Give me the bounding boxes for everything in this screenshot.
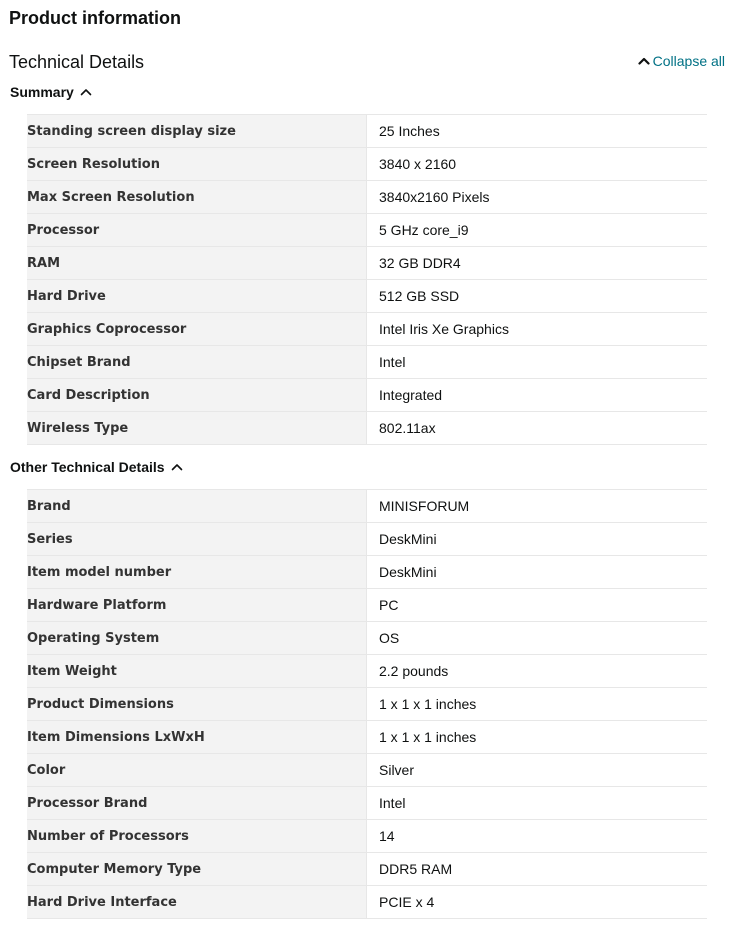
spec-value: 3840 x 2160 [367,148,708,181]
table-row [27,655,707,688]
spec-value: Integrated [367,379,708,412]
spec-key: Hard Drive Interface [27,886,367,919]
table-row [27,379,707,412]
spec-value: 802.11ax [367,412,708,445]
table-row [27,181,707,214]
table-row [27,115,707,148]
spec-value: Silver [367,754,708,787]
spec-value: 32 GB DDR4 [367,247,708,280]
spec-value: 1 x 1 x 1 inches [367,688,708,721]
spec-value: Intel Iris Xe Graphics [367,313,708,346]
spec-value: 14 [367,820,708,853]
chevron-up-icon [80,88,92,96]
collapse-all-link[interactable] [638,51,725,71]
spec-key: Computer Memory Type [27,853,367,886]
spec-key: Product Dimensions [27,688,367,721]
spec-value: MINISFORUM [367,490,708,523]
spec-key: Screen Resolution [27,148,367,181]
table-row [27,523,707,556]
table-row [27,820,707,853]
spec-key: Wireless Type [27,412,367,445]
spec-key: RAM [27,247,367,280]
other-technical-details-group-title: Other Technical Details [10,459,165,475]
spec-value: DeskMini [367,523,708,556]
table-row [27,214,707,247]
other-technical-details-group-toggle[interactable] [10,457,183,477]
table-row [27,589,707,622]
spec-key: Operating System [27,622,367,655]
table-row [27,556,707,589]
collapse-all-label: Collapse all [652,53,725,69]
table-row [27,313,707,346]
spec-value: PCIE x 4 [367,886,708,919]
spec-key: Standing screen display size [27,115,367,148]
spec-key: Chipset Brand [27,346,367,379]
spec-key: Series [27,523,367,556]
spec-value: 1 x 1 x 1 inches [367,721,708,754]
spec-value: 5 GHz core_i9 [367,214,708,247]
spec-key: Processor Brand [27,787,367,820]
spec-key: Item Dimensions LxWxH [27,721,367,754]
table-row [27,247,707,280]
table-row [27,886,707,919]
other-technical-details-spec-table [27,489,707,919]
chevron-up-icon [638,57,650,65]
spec-key: Processor [27,214,367,247]
spec-value: 25 Inches [367,115,708,148]
other-spec-rows [27,490,707,919]
table-row [27,412,707,445]
page-title: Product information [9,8,181,28]
spec-key: Hard Drive [27,280,367,313]
table-row [27,754,707,787]
spec-key: Item Weight [27,655,367,688]
table-row [27,721,707,754]
spec-key: Number of Processors [27,820,367,853]
spec-key: Card Description [27,379,367,412]
spec-value: DDR5 RAM [367,853,708,886]
spec-value: 2.2 pounds [367,655,708,688]
spec-value: PC [367,589,708,622]
spec-value: DeskMini [367,556,708,589]
table-row [27,853,707,886]
technical-details-header [9,50,725,74]
table-row [27,490,707,523]
summary-group-title: Summary [10,84,74,100]
table-row [27,280,707,313]
spec-value: 512 GB SSD [367,280,708,313]
spec-key: Hardware Platform [27,589,367,622]
technical-details-title: Technical Details [9,52,145,72]
table-row [27,346,707,379]
summary-spec-rows [27,115,707,445]
spec-key: Color [27,754,367,787]
spec-key: Brand [27,490,367,523]
table-row [27,622,707,655]
spec-value: 3840x2160 Pixels [367,181,708,214]
summary-spec-table [27,114,707,445]
spec-key: Graphics Coprocessor [27,313,367,346]
spec-key: Item model number [27,556,367,589]
chevron-up-icon [171,463,183,471]
table-row [27,787,707,820]
spec-value: Intel [367,346,708,379]
spec-value: Intel [367,787,708,820]
summary-group-toggle[interactable] [10,82,92,102]
table-row [27,148,707,181]
spec-key: Max Screen Resolution [27,181,367,214]
spec-value: OS [367,622,708,655]
table-row [27,688,707,721]
